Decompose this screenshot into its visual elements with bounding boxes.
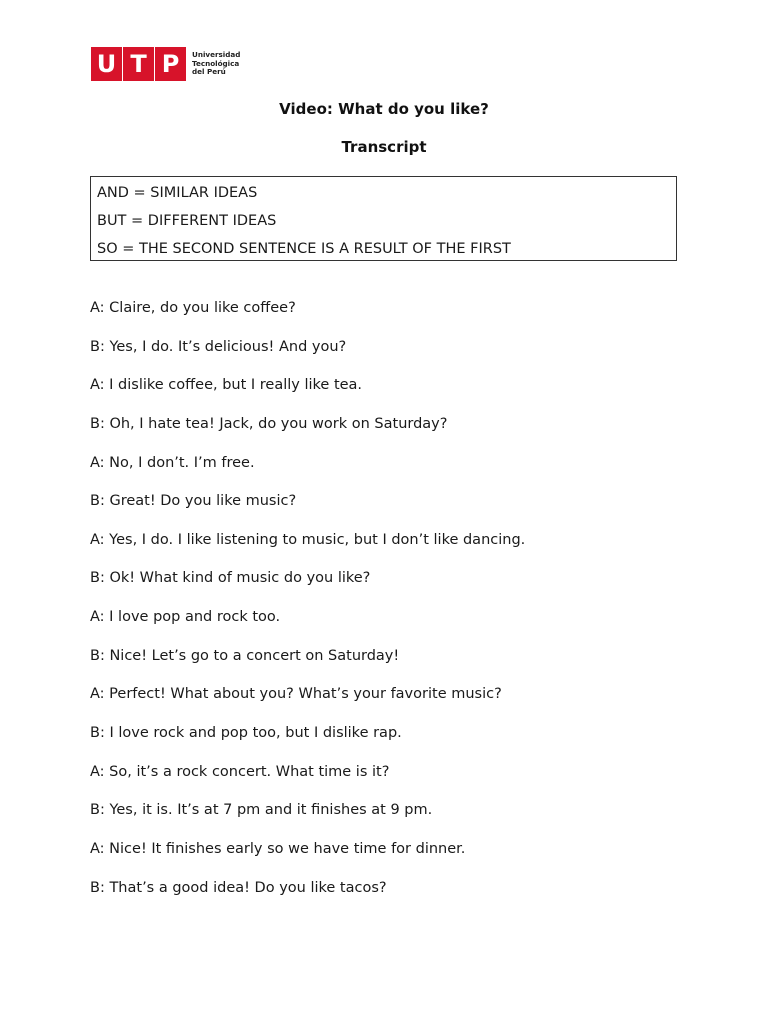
speaker-label: B [90,879,100,896]
rule-but: BUT = DIFFERENT IDEAS [97,213,277,229]
dialogue-text: I dislike coffee, but I really like tea. [109,377,363,394]
dialogue-line: A: I dislike coffee, but I really like tea. [90,377,363,394]
speaker-label: B [90,493,100,510]
dialogue-line: A: I love pop and rock too. [90,609,281,626]
dialogue-line: B: That’s a good idea! Do you like tacos? [90,879,387,896]
logo-letter-p: P [155,47,186,81]
dialogue-text: Ok! What kind of music do you like? [109,570,371,587]
document-title: Video: What do you like? [279,100,489,118]
dialogue-line: A: Perfect! What about you? What’s your favorite music? [90,686,502,703]
speaker-label: A [90,531,100,548]
dialogue-line: B: Yes, it is. It’s at 7 pm and it finishes at 9 pm. [90,802,433,819]
utp-logo [91,47,240,81]
dialogue-line: A: No, I don’t. I’m free. [90,454,255,471]
rule-so: SO = THE SECOND SENTENCE IS A RESULT OF THE FIRST [97,241,511,257]
dialogue-text: Yes, I do. I like listening to music, but I don’t like dancing. [109,531,526,548]
speaker-label: A [90,454,100,471]
document-subtitle: Transcript [341,138,427,156]
logo-letter-t: T [123,47,154,81]
speaker-label: B [90,647,100,664]
dialogue-text: Perfect! What about you? What’s your favorite music? [109,686,502,703]
rule-and: AND = SIMILAR IDEAS [97,185,258,201]
dialogue-line: A: Yes, I do. I like listening to music, but I don’t like dancing. [90,531,526,548]
dialogue-text: I love rock and pop too, but I dislike rap. [109,725,402,742]
dialogue-line: B: Yes, I do. It’s delicious! And you? [90,338,347,355]
dialogue-text: No, I don’t. I’m free. [109,454,255,471]
dialogue-line: B: Great! Do you like music? [90,493,297,510]
dialogue-text: Claire, do you like coffee? [109,300,296,316]
speaker-label: A [90,763,100,780]
speaker-label: B [90,570,100,587]
dialogue-text: Nice! It finishes early so we have time for dinner. [109,840,466,857]
speaker-label: B [90,725,100,742]
dialogue-text: Yes, it is. It’s at 7 pm and it finishes at 9 pm. [109,802,433,819]
dialogue-transcript [90,298,730,916]
speaker-label: B [90,802,100,819]
speaker-label: A [90,686,100,703]
dialogue-text: Nice! Let’s go to a concert on Saturday! [109,647,400,664]
dialogue-text: Yes, I do. It’s delicious! And you? [109,338,347,355]
logo-text-line: del Perú [192,67,226,77]
dialogue-line: B: Nice! Let’s go to a concert on Saturday! [90,647,400,664]
logo-wordmark [192,51,240,77]
dialogue-line: A: So, it’s a rock concert. What time is it? [90,763,390,780]
logo-letter-u: U [91,47,122,81]
speaker-label: A [90,300,100,316]
dialogue-text: Great! Do you like music? [109,493,297,510]
logo-mark [91,47,187,81]
logo-text-line: Tecnológica [192,58,240,68]
speaker-label: B [90,338,100,355]
speaker-label: B [90,415,100,432]
dialogue-line: B: Ok! What kind of music do you like? [90,570,371,587]
dialogue-line: B: Oh, I hate tea! Jack, do you work on Saturday? [90,415,448,432]
dialogue-line: B: I love rock and pop too, but I dislike rap. [90,725,402,742]
dialogue-text: Oh, I hate tea! Jack, do you work on Saturday? [109,415,448,432]
dialogue-line: A: Nice! It finishes early so we have time for dinner. [90,840,466,857]
conjunction-rules-box [90,176,677,261]
speaker-label: A [90,377,100,394]
dialogue-text: That’s a good idea! Do you like tacos? [109,879,387,896]
dialogue-text: So, it’s a rock concert. What time is it? [109,763,390,780]
speaker-label: A [90,840,100,857]
speaker-label: A [90,609,100,626]
dialogue-text: I love pop and rock too. [109,609,281,626]
logo-text-line: Universidad [192,50,241,60]
dialogue-line: A: Claire, do you like coffee? [90,300,296,316]
